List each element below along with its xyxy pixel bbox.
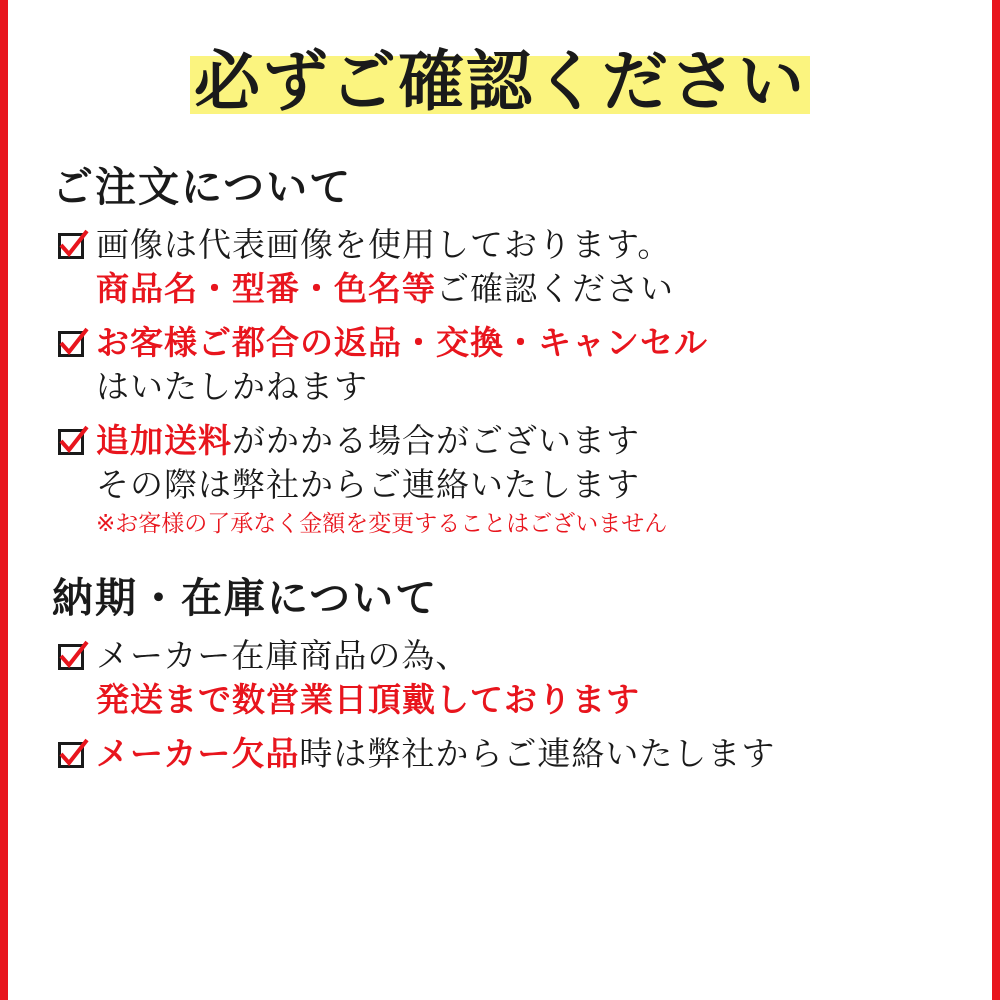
list-item-line: メーカー在庫商品の為、 — [96, 636, 470, 675]
list-item-line-emphasis: 追加送料 — [96, 421, 232, 460]
page-title — [44, 34, 956, 144]
section-delivery — [44, 565, 956, 776]
list-item — [56, 223, 956, 311]
list-item — [56, 321, 956, 409]
list-item — [56, 419, 956, 541]
list-item-line: お客様ご都合の返品・交換・キャンセル — [96, 323, 708, 362]
checkbox-checked-icon — [56, 327, 90, 361]
list-item-line-emphasis: 商品名・型番・色名等 — [96, 269, 436, 308]
list-item-line-rest: がかかる場合がございます — [232, 421, 640, 460]
checkbox-checked-icon — [56, 738, 90, 772]
section-heading-delivery: 納期・在庫について — [52, 574, 439, 622]
list-item — [56, 634, 956, 722]
list-item — [56, 732, 956, 776]
checkbox-checked-icon — [56, 425, 90, 459]
list-item-line-rest: 時は弊社からご連絡いたします — [299, 734, 776, 773]
section-order — [44, 154, 956, 541]
list-item-line-rest: ご確認ください — [436, 269, 674, 308]
list-item-line: 画像は代表画像を使用しております。 — [96, 225, 672, 264]
list-item-line — [96, 419, 956, 463]
list-item-line: その際は弊社からご連絡いたします — [96, 465, 640, 504]
list-item-note: ※お客様の了承なく金額を変更することはございません — [96, 511, 668, 537]
list-item-line-emphasis: メーカー欠品 — [96, 734, 300, 773]
list-item-line: 発送まで数営業日頂戴しております — [96, 680, 640, 719]
section-heading-order: ご注文について — [52, 163, 353, 211]
checkbox-checked-icon — [56, 640, 90, 674]
list-item-line — [96, 732, 956, 776]
list-item-line — [96, 267, 956, 311]
page-title-text: 必ずご確認ください — [194, 43, 806, 120]
list-item-line: はいたしかねます — [96, 367, 368, 406]
notice-content — [8, 0, 992, 1000]
checkbox-checked-icon — [56, 229, 90, 263]
